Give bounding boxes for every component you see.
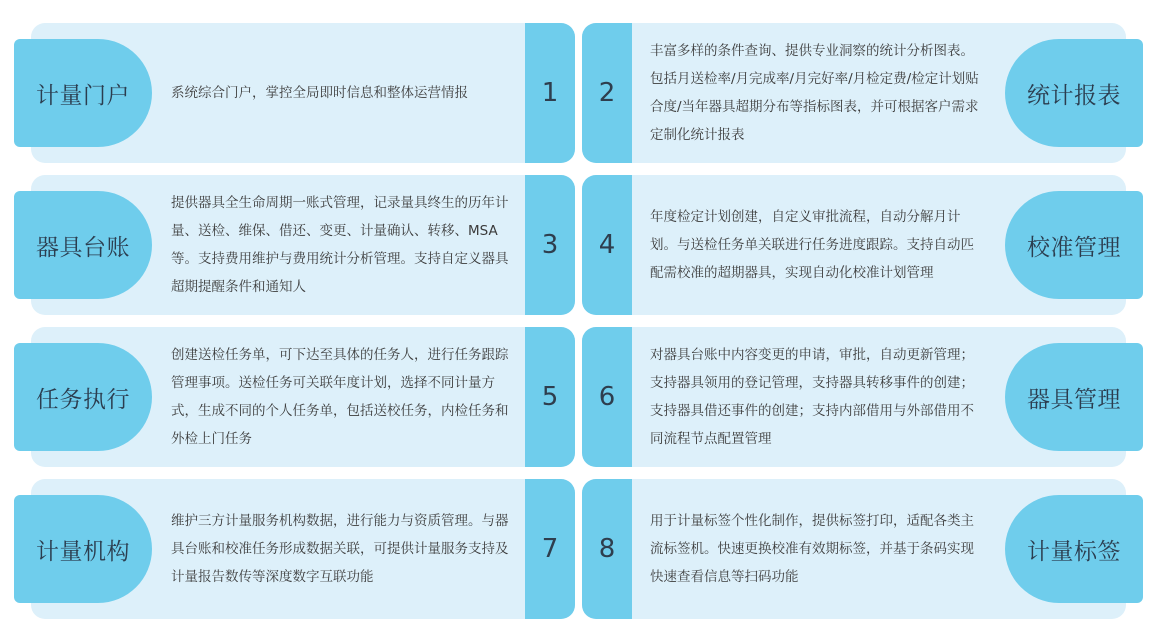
feature-number-6: 6 (582, 327, 632, 467)
feature-title-8: 计量标签 (1005, 495, 1143, 603)
feature-desc-1: 系统综合门户，掌控全局即时信息和整体运营情报 (171, 85, 468, 101)
feature-card-6 (582, 327, 1126, 467)
feature-number-4: 4 (582, 175, 632, 315)
feature-title-6: 器具管理 (1005, 343, 1143, 451)
feature-card-5 (31, 327, 575, 467)
feature-title-5: 任务执行 (14, 343, 152, 451)
feature-title-1: 计量门户 (14, 39, 152, 147)
feature-number-1: 1 (525, 23, 575, 163)
feature-desc-8: 用于计量标签个性化制作，提供标签打印，适配各类主流标签机。快速更换校准有效期标签，并基于条码实现快速查看信息等扫码功能 (650, 513, 974, 585)
feature-title-4: 校准管理 (1005, 191, 1143, 299)
feature-title-2: 统计报表 (1005, 39, 1143, 147)
feature-number-7: 7 (525, 479, 575, 619)
feature-number-3: 3 (525, 175, 575, 315)
feature-desc-4: 年度检定计划创建，自定义审批流程，自动分解月计划。与送检任务单关联进行任务进度跟踪。支持自动匹配需校准的超期器具，实现自动化校准计划管理 (650, 209, 974, 281)
feature-card-4 (582, 175, 1126, 315)
feature-title-7: 计量机构 (14, 495, 152, 603)
feature-card-2 (582, 23, 1126, 163)
feature-desc-2: 丰富多样的条件查询、提供专业洞察的统计分析图表。包括月送检率/月完成率/月完好率/月检定费/检定计划贴合度/当年器具超期分布等指标图表，并可根据客户需求定制化统计报表 (650, 43, 979, 143)
feature-card-8 (582, 479, 1126, 619)
feature-desc-5: 创建送检任务单，可下达至具体的任务人，进行任务跟踪管理事项。送检任务可关联年度计划，选择不同计量方式，生成不同的个人任务单，包括送校任务，内检任务和外检上门任务 (171, 347, 509, 447)
feature-card-1 (31, 23, 575, 163)
feature-number-5: 5 (525, 327, 575, 467)
feature-desc-7: 维护三方计量服务机构数据，进行能力与资质管理。与器具台账和校准任务形成数据关联，可提供计量服务支持及计量报告数传等深度数字互联功能 (171, 513, 509, 585)
feature-card-7 (31, 479, 575, 619)
feature-number-8: 8 (582, 479, 632, 619)
feature-card-3 (31, 175, 575, 315)
feature-number-2: 2 (582, 23, 632, 163)
feature-desc-3: 提供器具全生命周期一账式管理，记录量具终生的历年计量、送检、维保、借还、变更、计量确认、转移、MSA等。支持费用维护与费用统计分析管理。支持自定义器具超期提醒条件和通知人 (171, 195, 509, 295)
feature-desc-6: 对器具台账中内容变更的申请，审批，自动更新管理；支持器具领用的登记管理，支持器具转移事件的创建；支持器具借还事件的创建；支持内部借用与外部借用不同流程节点配置管理 (650, 347, 974, 447)
feature-title-3: 器具台账 (14, 191, 152, 299)
